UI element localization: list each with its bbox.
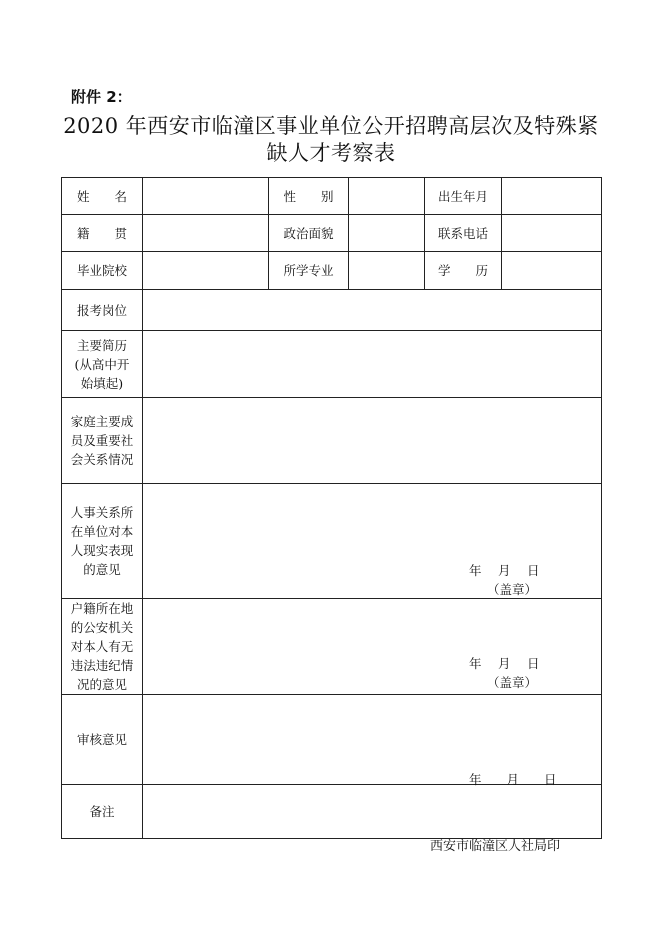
review-label: 审核意见	[62, 695, 143, 785]
issuer-footer: 西安市临潼区人社局印	[430, 839, 561, 854]
gender-field[interactable]	[349, 178, 425, 215]
resume-label-line2: (从高中开	[74, 356, 130, 372]
resume-field[interactable]	[143, 331, 602, 398]
political-field[interactable]	[349, 215, 425, 252]
family-field[interactable]	[143, 398, 602, 484]
resume-label-line3: 始填起)	[80, 375, 124, 391]
remarks-field[interactable]	[143, 785, 602, 839]
form-row-review	[62, 695, 602, 785]
police-opinion-seal: （盖章）	[487, 675, 538, 690]
birth-label: 出生年月	[425, 178, 502, 215]
phone-field[interactable]	[502, 215, 602, 252]
birth-field[interactable]	[502, 178, 602, 215]
hr-opinion-label-line1: 人事关系所	[70, 505, 134, 520]
form-row-name	[62, 178, 602, 215]
review-field[interactable]	[143, 695, 602, 785]
form-row-remarks	[62, 785, 602, 839]
school-field[interactable]	[143, 252, 269, 290]
police-opinion-label-line1: 户籍所在地	[70, 601, 134, 616]
school-label: 毕业院校	[62, 252, 143, 290]
form-row-resume	[62, 331, 602, 398]
hr-opinion-label-line2: 在单位对本	[70, 524, 134, 539]
form-row-origin	[62, 215, 602, 252]
name-field[interactable]	[143, 178, 269, 215]
position-field[interactable]	[143, 290, 602, 331]
police-opinion-label-line2: 的公安机关	[70, 620, 134, 635]
police-opinion-label-line5: 况的意见	[76, 677, 127, 692]
family-label-line3: 会关系情况	[70, 452, 134, 467]
gender-label: 性 别	[269, 178, 349, 215]
form-row-family	[62, 398, 602, 484]
major-field[interactable]	[349, 252, 425, 290]
form-row-hr-opinion	[62, 484, 602, 599]
form-row-position	[62, 290, 602, 331]
form-row-police-opinion	[62, 599, 602, 695]
police-opinion-label-line4: 违法违纪情	[70, 658, 134, 673]
resume-label	[62, 331, 143, 398]
name-label: 姓 名	[62, 178, 143, 215]
police-opinion-label-line3: 对本人有无	[70, 639, 134, 654]
origin-field[interactable]	[143, 215, 269, 252]
assessment-form-table	[61, 177, 602, 839]
hr-opinion-seal: （盖章）	[487, 582, 538, 597]
form-title-line1: 2020 年西安市临潼区事业单位公开招聘高层次及特殊紧	[63, 114, 599, 138]
police-opinion-field[interactable]	[143, 599, 602, 695]
remarks-label: 备注	[62, 785, 143, 839]
review-date: 年 月 日	[469, 772, 557, 787]
origin-label: 籍 贯	[62, 215, 143, 252]
education-field[interactable]	[502, 252, 602, 290]
form-row-school	[62, 252, 602, 290]
family-label-line2: 员及重要社	[70, 433, 134, 448]
political-label: 政治面貌	[269, 215, 349, 252]
hr-opinion-label	[62, 484, 143, 599]
police-opinion-date: 年 月 日	[469, 656, 540, 671]
family-label	[62, 398, 143, 484]
position-label: 报考岗位	[62, 290, 143, 331]
hr-opinion-date: 年 月 日	[469, 563, 540, 578]
phone-label: 联系电话	[425, 215, 502, 252]
major-label: 所学专业	[269, 252, 349, 290]
family-label-line1: 家庭主要成	[70, 414, 134, 429]
form-title-line2: 缺人才考察表	[266, 141, 396, 165]
hr-opinion-label-line4: 的意见	[83, 562, 121, 577]
resume-label-line1: 主要简历	[76, 337, 127, 353]
police-opinion-label	[62, 599, 143, 695]
hr-opinion-field[interactable]	[143, 484, 602, 599]
attachment-label: 附件 2：	[71, 88, 132, 106]
education-label: 学 历	[425, 252, 502, 290]
hr-opinion-label-line3: 人现实表现	[70, 543, 134, 558]
